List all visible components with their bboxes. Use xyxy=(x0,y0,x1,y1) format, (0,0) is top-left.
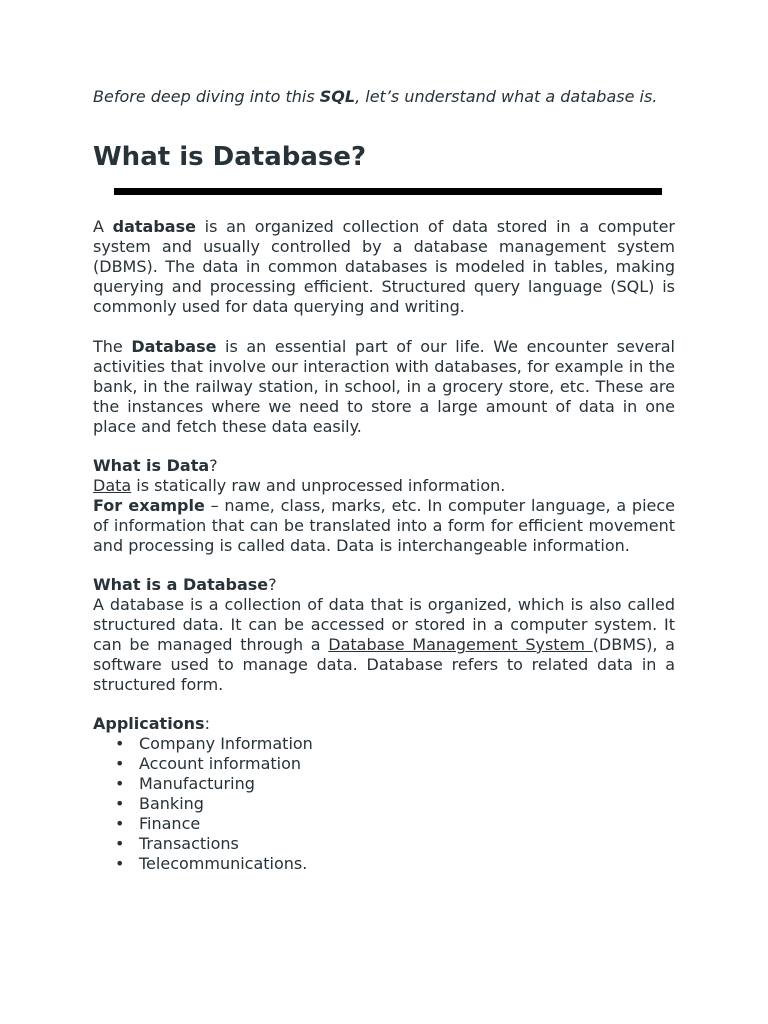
what-is-data-heading-suffix: ? xyxy=(209,456,218,475)
bullet-icon: • xyxy=(115,814,125,833)
article xyxy=(93,87,675,874)
para1-bold-term: database xyxy=(112,217,196,236)
intro-text xyxy=(93,87,675,107)
para2-text: is an essential part of our life. We encounter several activities that involve our interaction with databases, for example in the bank, in the railway station, in school, in a grocery store, etc. These are the instances where we need to store a large amount of data in one place and fetch these data easily. xyxy=(93,337,675,436)
bullet-icon: • xyxy=(115,774,125,793)
applications-list xyxy=(93,734,675,874)
applications-heading xyxy=(93,714,675,734)
para2-pre: The xyxy=(93,337,132,356)
applications-heading-suffix: : xyxy=(204,714,210,733)
para1-text: is an organized collection of data stored in a computer system and usually controlled by a database management system (DBMS). The data in common databases is modeled in tables, making querying and processing efficient. Structured query language (SQL) is commonly used for data querying and writing. xyxy=(93,217,676,316)
database-explanation-paragraph xyxy=(93,595,675,695)
list-item-label: Telecommunications. xyxy=(139,854,308,873)
data-definition-text: is statically raw and unprocessed information. xyxy=(131,476,506,495)
para2-bold-term: Database xyxy=(131,337,217,356)
database-definition-paragraph xyxy=(93,217,675,317)
list-item xyxy=(93,854,675,874)
dbms-link[interactable]: Database Management System xyxy=(328,635,593,654)
heading-divider xyxy=(114,188,662,195)
list-item-label: Account information xyxy=(139,754,302,773)
what-is-data-heading xyxy=(93,456,675,476)
list-item-label: Company Information xyxy=(139,734,313,753)
page-title: What is Database? xyxy=(93,142,367,172)
list-item xyxy=(93,794,675,814)
data-definition-line xyxy=(93,476,675,496)
data-link[interactable]: Data xyxy=(93,476,132,495)
what-is-database-heading-suffix: ? xyxy=(268,575,277,594)
database-importance-paragraph xyxy=(93,337,675,437)
list-item xyxy=(93,754,675,774)
bullet-icon: • xyxy=(115,754,125,773)
list-item-label: Finance xyxy=(139,814,201,833)
list-item-label: Transactions xyxy=(139,834,239,853)
list-item xyxy=(93,834,675,854)
what-is-database-heading xyxy=(93,575,675,595)
bullet-icon: • xyxy=(115,794,125,813)
list-item-label: Manufacturing xyxy=(139,774,255,793)
list-item xyxy=(93,774,675,794)
applications-heading-text: Applications xyxy=(93,714,205,733)
data-example-text: – name, class, marks, etc. In computer language, a piece of information that can be translated into a form for efficient movement and processing is called data. Data is interchangeable information. xyxy=(93,496,675,555)
bullet-icon: • xyxy=(115,734,125,753)
what-is-database-heading-text: What is a Database xyxy=(93,575,269,594)
intro-after: , let’s understand what a database is. xyxy=(355,87,658,106)
bullet-icon: • xyxy=(115,854,125,873)
for-example-label: For example xyxy=(93,496,205,515)
list-item-label: Banking xyxy=(139,794,204,813)
what-is-data-heading-text: What is Data xyxy=(93,456,210,475)
para1-pre: A xyxy=(93,217,113,236)
database-explanation-after: (DBMS), a software used to manage data. Database refers to related data in a structured form. xyxy=(93,635,675,694)
data-example-paragraph xyxy=(93,496,675,556)
list-item xyxy=(93,734,675,754)
intro-sql-keyword: SQL xyxy=(319,87,356,106)
list-item xyxy=(93,814,675,834)
bullet-icon: • xyxy=(115,834,125,853)
database-explanation-before: A database is a collection of data that is organized, which is also called structured data. It can be accessed or stored in a computer system. It can be managed through a xyxy=(93,595,675,654)
intro-before: Before deep diving into this xyxy=(93,87,320,106)
